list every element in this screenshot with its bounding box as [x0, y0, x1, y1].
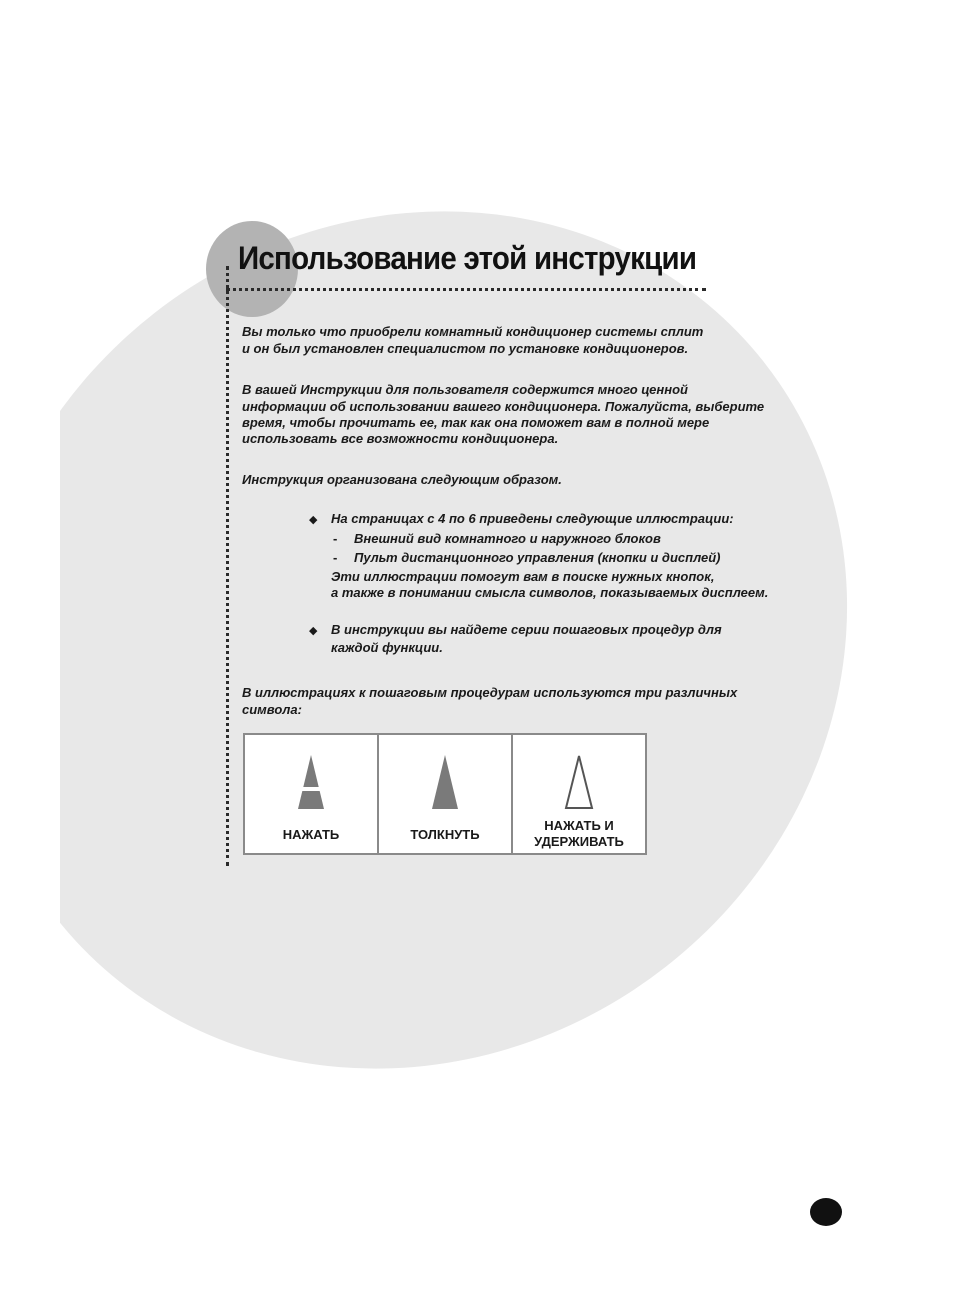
bullet1-note-line-1: Эти иллюстрации помогут вам в поиске нужных кнопок,	[331, 569, 715, 584]
manual-line-4: использовать все возможности кондиционера.	[242, 431, 559, 446]
symbols-intro-line-1: В иллюстрациях к пошаговым процедурам используются три различных	[242, 685, 738, 700]
background-mask	[0, 0, 60, 1309]
background-ellipse	[0, 36, 957, 1244]
dotted-title-underline	[226, 288, 706, 291]
bullet-diamond-icon: ◆	[309, 514, 318, 526]
page-number-marker	[810, 1198, 842, 1226]
intro-line-2: и он был установлен специалистом по установке кондиционеров.	[242, 341, 689, 356]
symbol-cell-press-hold	[513, 735, 645, 853]
press-triangle-icon	[296, 753, 326, 811]
bullet1-note-line-2: а также в понимании смысла символов, показываемых дисплеем.	[331, 585, 769, 600]
symbol-label-push: ТОЛКНУТЬ	[410, 827, 480, 842]
push-triangle-icon	[430, 753, 460, 811]
dotted-vertical-rule	[226, 266, 229, 866]
symbols-intro-line-2: символа:	[242, 702, 302, 717]
manual-line-2: информации об использовании вашего кондиционера. Пожалуйста, выберите	[242, 399, 765, 414]
bullet1-text: На страницах с 4 по 6 приведены следующие иллюстрации:	[331, 511, 734, 526]
symbols-table	[243, 733, 647, 855]
manual-line-1: В вашей Инструкции для пользователя содержится много ценной	[242, 382, 688, 397]
symbol-label-press: НАЖАТЬ	[282, 827, 340, 842]
symbol-cell-push	[379, 735, 513, 853]
symbol-cell-press	[245, 735, 379, 853]
subitem-dash: -	[333, 550, 338, 565]
structure-line: Инструкция организована следующим образом.	[242, 472, 562, 487]
subitem-text: Внешний вид комнатного и наружного блоков	[354, 531, 661, 546]
bullet2-line-2: каждой функции.	[331, 640, 443, 655]
manual-line-3: время, чтобы прочитать ее, так как она поможет вам в полной мере	[242, 415, 710, 430]
subitem-text: Пульт дистанционного управления (кнопки и дисплей)	[354, 550, 721, 565]
subitem-dash: -	[333, 531, 338, 546]
press-hold-triangle-icon	[563, 753, 595, 811]
symbol-label-press-hold-line-2: УДЕРЖИВАТЬ	[534, 834, 624, 849]
page-title: Использование этой инструкции	[238, 240, 697, 276]
bullet2-line-1: В инструкции вы найдете серии пошаговых процедур для	[331, 622, 722, 637]
bullet-diamond-icon: ◆	[309, 625, 318, 637]
intro-line-1: Вы только что приобрели комнатный кондиционер системы сплит	[242, 324, 704, 339]
symbol-label-press-hold-line-1: НАЖАТЬ И	[544, 818, 614, 833]
